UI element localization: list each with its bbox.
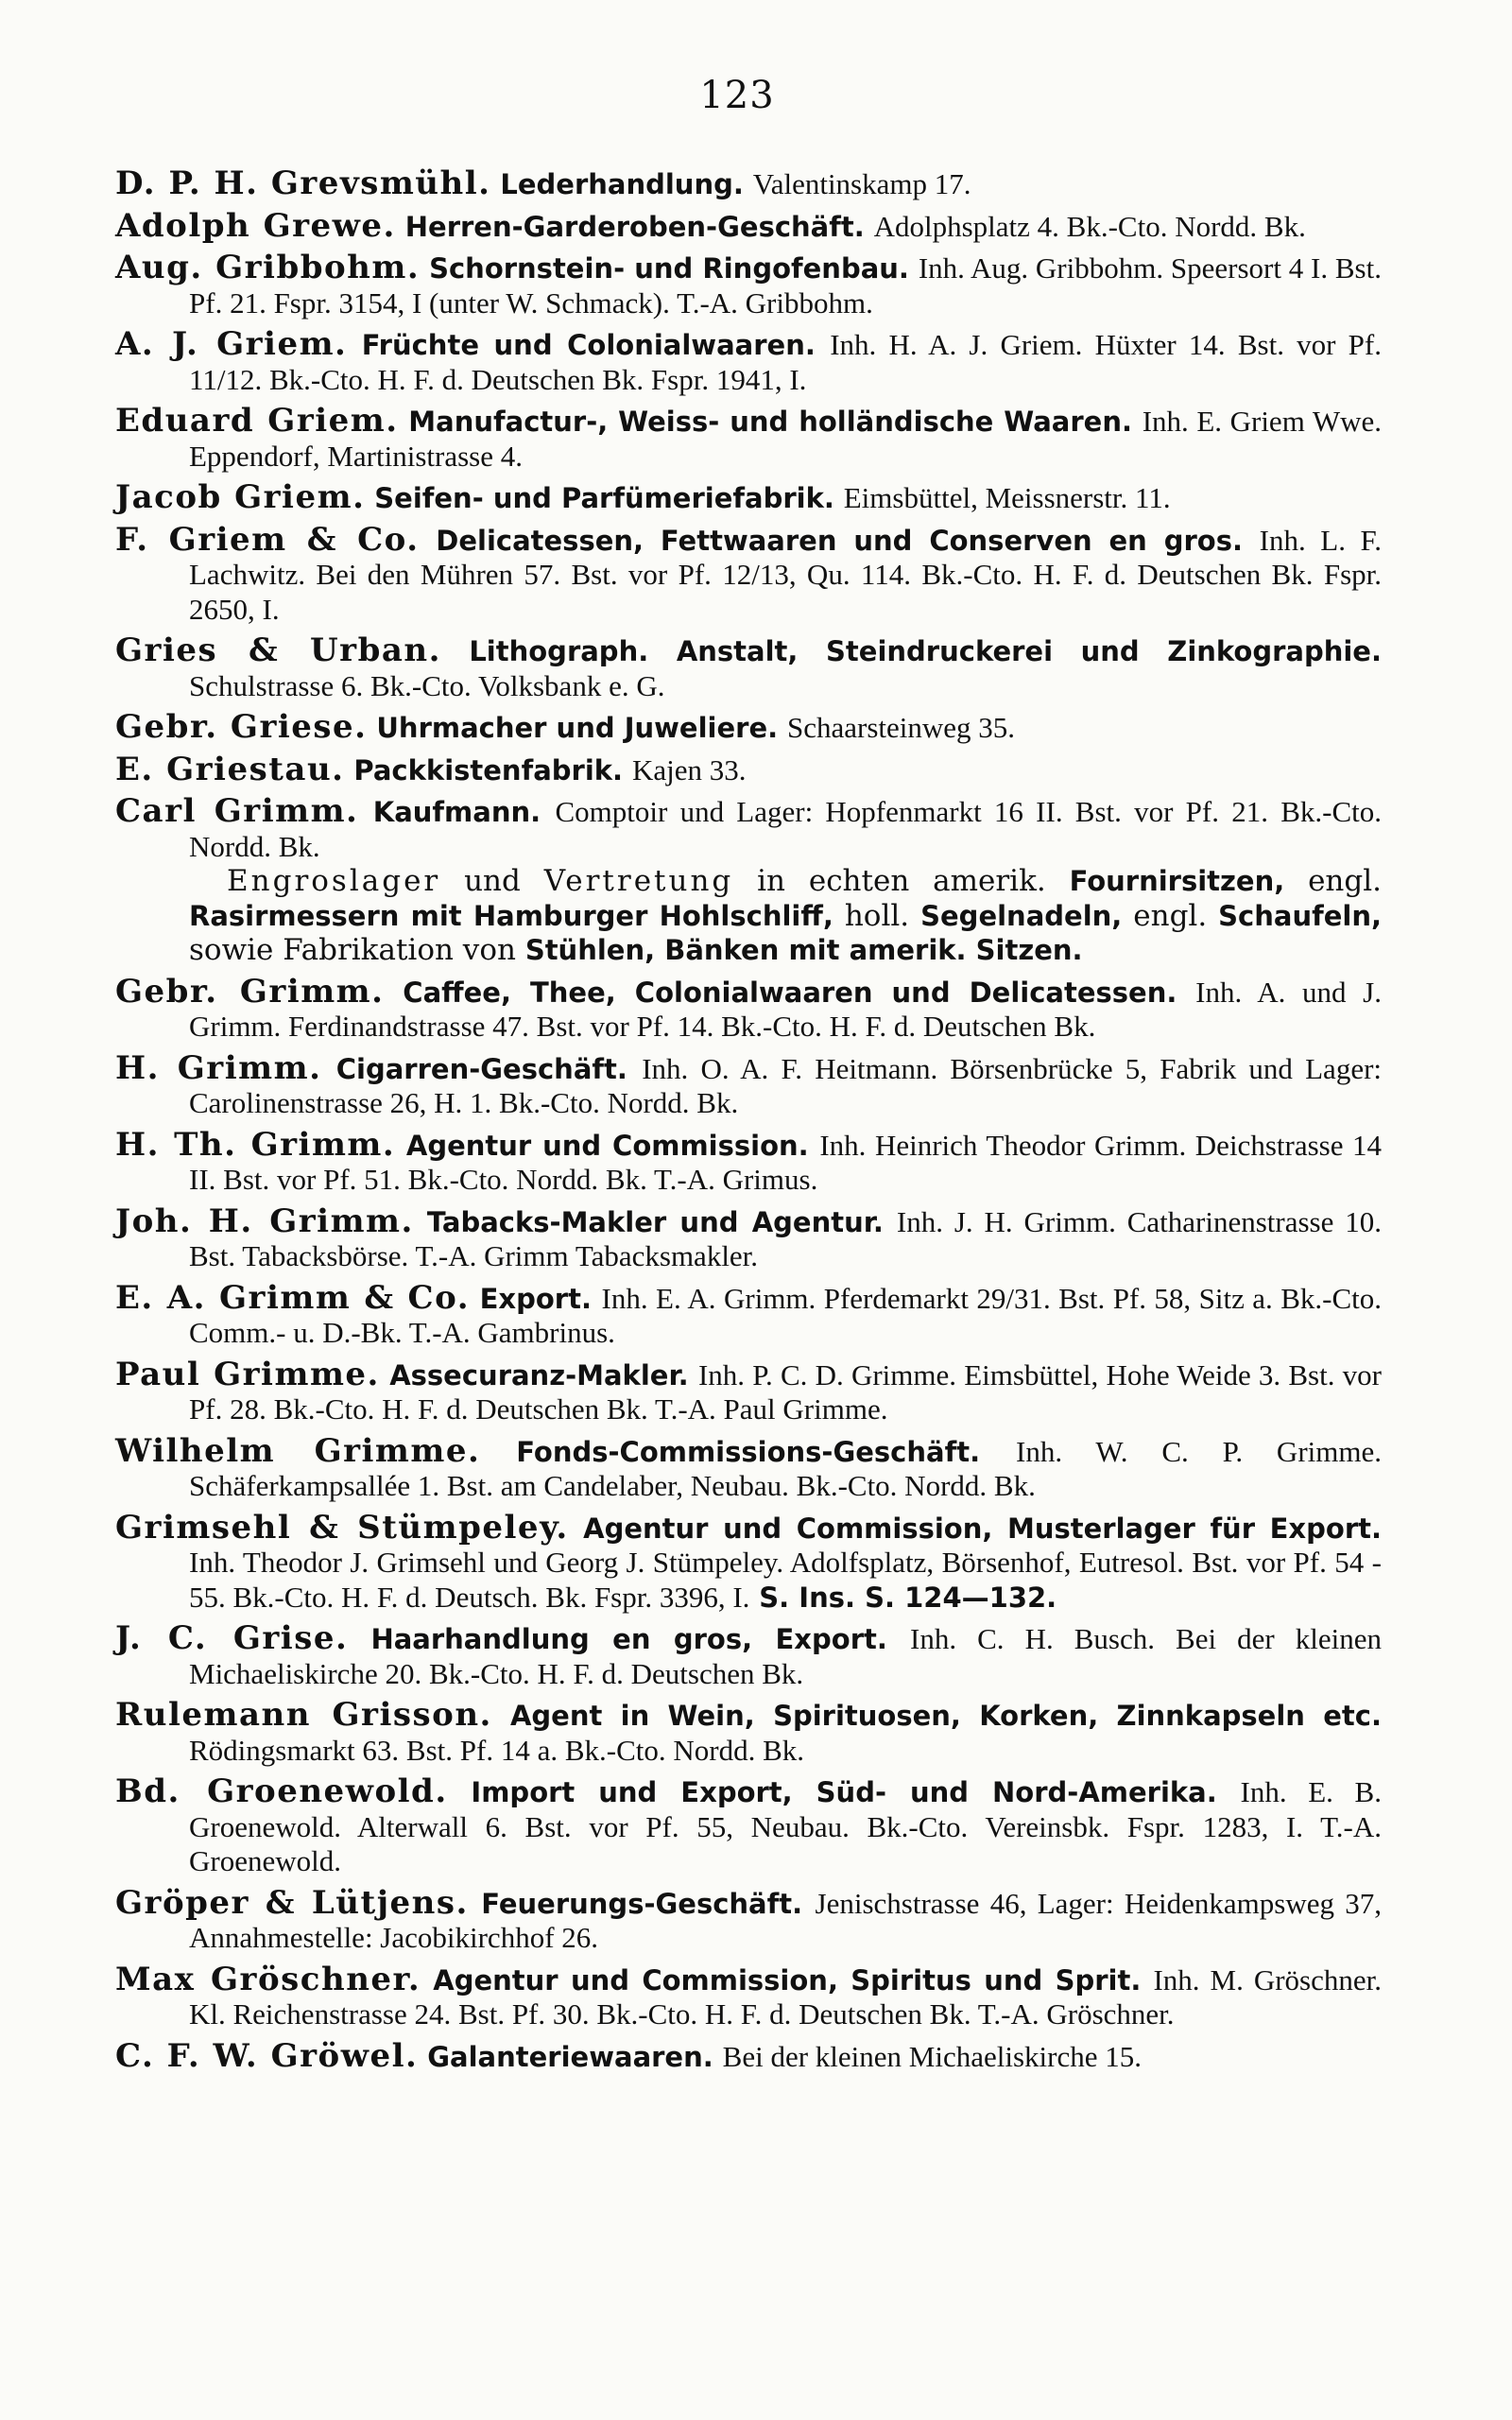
- entry-name: Grimsehl & Stümpeley.: [115, 1508, 569, 1547]
- note-bold: Stühlen, Bänken mit amerik. Sitzen.: [524, 934, 1083, 966]
- entry-business: Lithograph. Anstalt, Steindruckerei und Zinkographie.: [469, 635, 1382, 667]
- entry-name: Paul Grimme.: [115, 1355, 380, 1393]
- list-item: [115, 1357, 1382, 1427]
- list-item: [115, 1201, 1382, 1274]
- list-item: [115, 480, 1382, 516]
- entry-details: Eimsbüttel, Meissnerstr. 11.: [843, 481, 1171, 514]
- list-item: [115, 1508, 1382, 1616]
- list-item: [115, 1962, 1382, 2032]
- entry-note: [189, 864, 1382, 968]
- entry-name: C. F. W. Gröwel.: [115, 2036, 419, 2075]
- list-item: [115, 251, 1382, 320]
- entry-name: F. Griem & Co.: [115, 520, 420, 559]
- note-text: in echten amerik.: [733, 864, 1070, 898]
- entry-business: Galanteriewaaren.: [427, 2040, 713, 2073]
- entry-details: Schulstrasse 6. Bk.-Cto. Volksbank e. G.: [189, 668, 665, 702]
- entry-details: Inh. O. A. F. Heitmann. Börsenbrücke 5, Fabrik und Lager: Carolinenstrasse 26, H. 1. Bk.-Cto. Nordd. Bk.: [189, 1051, 1383, 1119]
- list-item: [115, 2036, 1382, 2075]
- list-item: [115, 327, 1382, 397]
- list-item: [115, 166, 1382, 202]
- list-item: [115, 972, 1382, 1045]
- entry-name: Eduard Griem.: [115, 402, 399, 440]
- entry-name: Gries & Urban.: [115, 631, 441, 669]
- entry-name: Rulemann Grisson.: [115, 1696, 492, 1734]
- entry-business: Tabacks-Makler und Agentur.: [426, 1205, 884, 1238]
- note-text: engl.: [1122, 898, 1219, 933]
- note-text: und: [440, 864, 544, 898]
- entry-name: Aug. Gribbohm.: [115, 249, 421, 286]
- list-item: [115, 206, 1382, 245]
- entry-details: Valentinskamp 17.: [752, 167, 971, 200]
- list-item: [115, 1774, 1382, 1879]
- note-bold: Segelnadeln,: [920, 899, 1123, 932]
- entry-details: Jenischstrasse 46, Lager: Heidenkampsweg 37, Annahmestelle: Jacobikirchhof 26.: [189, 1886, 1383, 1954]
- entry-name: H. Th. Grimm.: [115, 1125, 396, 1164]
- entry-details: Bei der kleinen Michaeliskirche 15.: [722, 2039, 1142, 2073]
- entry-business: Agentur und Commission, Musterlager für Export.: [583, 1512, 1382, 1545]
- list-item: [115, 1883, 1383, 1956]
- note-text: Engroslager: [227, 864, 441, 898]
- entry-business: Agentur und Commission.: [405, 1129, 809, 1162]
- entry-business: Agentur und Commission, Spiritus und Sprit.: [433, 1963, 1142, 1996]
- entry-business: Import und Export, Süd- und Nord-Amerika.: [471, 1776, 1217, 1808]
- entry-name: Gröper & Lütjens.: [115, 1883, 469, 1922]
- entry-name: Adolph Grewe.: [115, 206, 396, 245]
- entry-details: Inh. M. Gröschner. Kl. Reichenstrasse 24. Bst. Pf. 30. Bk.-Cto. H. F. d. Deutschen Bk. T.-A. Gröschner.: [189, 1962, 1382, 2031]
- entry-name: E. A. Grimm & Co.: [115, 1278, 471, 1317]
- entry-name: E. Griestau.: [115, 750, 345, 788]
- entry-name: J. C. Grise.: [115, 1619, 349, 1657]
- entry-name: Max Gröschner.: [115, 1960, 421, 1998]
- note-text: Vertretung: [543, 864, 734, 898]
- insert-reference: S. Ins. S. 124—132.: [759, 1581, 1057, 1614]
- entry-name: Gebr. Grimm.: [115, 972, 385, 1011]
- list-item: [115, 1278, 1383, 1351]
- entry-name: Bd. Groenewold.: [115, 1772, 448, 1810]
- entry-business: Lederhandlung.: [500, 168, 744, 200]
- list-item: [115, 794, 1382, 968]
- entry-details: Rödingsmarkt 63. Bst. Pf. 14 a. Bk.-Cto. Nordd. Bk.: [189, 1733, 805, 1767]
- entry-details: Inh. E. Griem Wwe. Eppendorf, Martinistrasse 4.: [189, 405, 1382, 473]
- entry-details: Inh. H. A. J. Griem. Hüxter 14. Bst. vor Pf. 11/12. Bk.-Cto. H. F. d. Deutschen Bk. Fspr. 1941, I.: [189, 328, 1382, 396]
- entry-business: Assecuranz-Makler.: [389, 1358, 689, 1392]
- list-item: [115, 633, 1382, 703]
- entry-details: Inh. E. A. Grimm. Pferdemarkt 29/31. Bst. Pf. 58, Sitz a. Bk.-Cto. Comm.- u. D.-Bk. T.-A. Gambrinus.: [189, 1281, 1383, 1349]
- entry-name: Jacob Griem.: [115, 478, 366, 516]
- entry-name: Gebr. Griese.: [115, 708, 368, 746]
- entry-details: Inh. J. H. Grimm. Catharinenstrasse 10. Bst. Tabacksbörse. T.-A. Grimm Tabacksmakler.: [189, 1204, 1382, 1272]
- entry-details: Inh. L. F. Lachwitz. Bei den Mühren 57. Bst. vor Pf. 12/13, Qu. 114. Bk.-Cto. H. F. d. Deutschen Bk. Fspr. 2650, I.: [189, 523, 1382, 626]
- entry-name: A. J. Griem.: [115, 325, 348, 363]
- entry-business: Packkistenfabrik.: [353, 753, 624, 786]
- entry-business: Agent in Wein, Spirituosen, Korken, Zinnkapseln etc.: [509, 1700, 1382, 1732]
- entry-business: Export.: [479, 1282, 592, 1315]
- entry-details: Inh. A. und J. Grimm. Ferdinandstrasse 47. Bst. vor Pf. 14. Bk.-Cto. H. F. d. Deutschen Bk.: [189, 975, 1382, 1043]
- list-item: [115, 520, 1382, 628]
- note-text: engl.: [1284, 864, 1382, 898]
- entry-details: Kajen 33.: [631, 752, 747, 786]
- entry-business: Cigarren-Geschäft.: [335, 1052, 627, 1085]
- list-item: [115, 404, 1382, 474]
- entry-business: Feuerungs-Geschäft.: [481, 1887, 803, 1920]
- entry-business: Haarhandlung en gros, Export.: [370, 1623, 887, 1655]
- entry-details: Inh. Heinrich Theodor Grimm. Deichstrasse 14 II. Bst. vor Pf. 51. Bk.-Cto. Nordd. Bk. T.-A. Grimus.: [189, 1128, 1383, 1196]
- list-item: [115, 1621, 1382, 1691]
- entry-business: Herren-Garderoben-Geschäft.: [404, 210, 865, 243]
- entry-name: Carl Grimm.: [115, 792, 359, 830]
- list-item: [115, 1431, 1382, 1504]
- entry-details: Inh. C. H. Busch. Bei der kleinen Michaeliskirche 20. Bk.-Cto. H. F. d. Deutschen Bk.: [189, 1622, 1382, 1690]
- entry-business: Schornstein- und Ringofenbau.: [429, 252, 909, 285]
- entry-details: Comptoir und Lager: Hopfenmarkt 16 II. Bst. vor Pf. 21. Bk.-Cto. Nordd. Bk.: [189, 795, 1383, 863]
- list-item: [115, 752, 1382, 788]
- entry-business: Manufactur-, Weiss- und holländische Waaren.: [408, 406, 1132, 438]
- page-number: 123: [699, 74, 775, 117]
- list-item: [115, 1048, 1383, 1121]
- entry-details: Inh. W. C. P. Grimme. Schäferkampsallée 1. Bst. am Candelaber, Neubau. Bk.-Cto. Nordd. Bk.: [189, 1434, 1382, 1502]
- entry-details: Inh. P. C. D. Grimme. Eimsbüttel, Hohe Weide 3. Bst. vor Pf. 28. Bk.-Cto. H. F. d. Deutschen Bk. T.-A. Paul Grimme.: [189, 1357, 1382, 1426]
- entry-business: Kaufmann.: [372, 796, 541, 828]
- entry-business: Seifen- und Parfümeriefabrik.: [374, 482, 834, 514]
- note-bold: Schaufeln,: [1218, 899, 1382, 932]
- list-item: [115, 1125, 1383, 1198]
- entry-name: D. P. H. Grevsmühl.: [115, 164, 491, 202]
- entry-list: [115, 166, 1382, 2081]
- note-bold: Rasirmessern mit Hamburger Hohlschliff,: [189, 899, 833, 932]
- entry-details: Schaarsteinweg 35.: [787, 711, 1016, 744]
- entry-details: Inh. Aug. Gribbohm. Speersort 4 I. Bst. Pf. 21. Fspr. 3154, I (unter W. Schmack). T.-A. Gribbohm.: [189, 251, 1382, 320]
- entry-name: H. Grimm.: [115, 1048, 322, 1087]
- entry-business: Caffee, Thee, Colonialwaaren und Delicatessen.: [403, 976, 1177, 1009]
- note-text: sowie Fabrikation von: [189, 933, 525, 967]
- entry-name: Joh. H. Grimm.: [115, 1201, 414, 1240]
- note-text: holl.: [833, 898, 921, 933]
- entry-details: Inh. E. B. Groenewold. Alterwall 6. Bst. vor Pf. 55, Neubau. Bk.-Cto. Vereinsbk. Fspr. 1283, I. T.-A. Groenewold.: [189, 1775, 1382, 1877]
- entry-details: Inh. Theodor J. Grimsehl und Georg J. Stümpeley. Adolfsplatz, Börsenhof, Eutresol. Bst. vor Pf. 54 - 55. Bk.-Cto. H. F. d. Deutsch. Bk. Fspr. 3396, I.: [189, 1546, 1382, 1614]
- entry-business: Uhrmacher und Juweliere.: [376, 712, 779, 744]
- list-item: [115, 1698, 1382, 1768]
- entry-business: Früchte und Colonialwaaren.: [361, 329, 816, 361]
- entry-name: Wilhelm Grimme.: [115, 1431, 481, 1470]
- note-bold: Fournirsitzen,: [1069, 865, 1285, 897]
- list-item: [115, 710, 1382, 746]
- entry-details: Adolphsplatz 4. Bk.-Cto. Nordd. Bk.: [873, 209, 1306, 243]
- entry-business: Delicatessen, Fettwaaren und Conserven en gros.: [436, 524, 1243, 557]
- entry-business: Fonds-Commissions-Geschäft.: [516, 1435, 981, 1468]
